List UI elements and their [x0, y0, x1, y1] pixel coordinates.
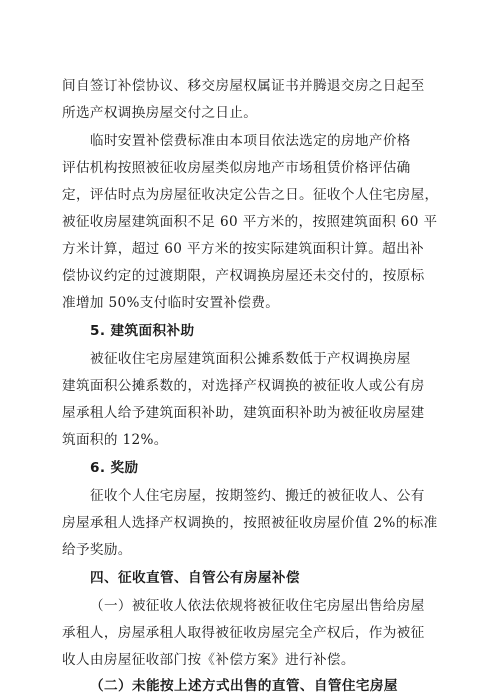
- body-text-line: 屋承租人给予建筑面积补助，建筑面积补助为被征收房屋建: [62, 405, 425, 421]
- paragraph-first-line: 被征收住宅房屋建筑面积公摊系数低于产权调换房屋: [90, 351, 411, 367]
- body-text-line: 筑面积的 12%。: [62, 432, 168, 448]
- subsection-heading: （二）未能按上述方式出售的直管、自管住宅房屋: [90, 678, 398, 694]
- body-text-line: 建筑面积公摊系数的，对选择产权调换的被征收人或公有房: [62, 378, 425, 394]
- body-text-line: 定，评估时点为房屋征收决定公告之日。征收个人住宅房屋，: [62, 187, 439, 203]
- body-text-line: 间自签订补偿协议、移交房屋权属证书并腾退交房之日起至: [62, 78, 425, 94]
- paragraph-first-line: （一）被征收人依法依规将被征收住宅房屋出售给房屋: [90, 598, 425, 614]
- body-text-line: 被征收房屋建筑面积不足 60 平方米的，按照建筑面积 60 平: [62, 214, 438, 230]
- body-text-line: 评估机构按照被征收房屋类似房地产市场租赁价格评估确: [62, 160, 411, 176]
- body-text-line: 收人由房屋征收部门按《补偿方案》进行补偿。: [62, 652, 355, 668]
- body-text-line: 方米计算，超过 60 平方米的按实际建筑面积计算。超出补: [62, 241, 424, 257]
- body-text-line: 房屋承租人选择产权调换的，按照被征收房屋价值 2%的标准: [62, 515, 438, 531]
- section-heading: 5. 建筑面积补助: [90, 323, 195, 339]
- body-text-line: 给予奖励。: [62, 542, 132, 558]
- chapter-heading: 四、征收直管、自管公有房屋补偿: [90, 570, 300, 586]
- section-heading: 6. 奖励: [90, 460, 139, 476]
- body-text-line: 偿协议约定的过渡期限，产权调换房屋还未交付的，按原标: [62, 268, 425, 284]
- body-text-line: 承租人，房屋承租人取得被征收房屋完全产权后，作为被征: [62, 625, 425, 641]
- paragraph-first-line: 临时安置补偿费标准由本项目依法选定的房地产价格: [90, 133, 411, 149]
- body-text-line: 所选产权调换房屋交付之日止。: [62, 105, 258, 121]
- body-text-line: 准增加 50%支付临时安置补偿费。: [62, 295, 280, 311]
- paragraph-first-line: 征收个人住宅房屋，按期签约、搬迁的被征收人、公有: [90, 488, 425, 504]
